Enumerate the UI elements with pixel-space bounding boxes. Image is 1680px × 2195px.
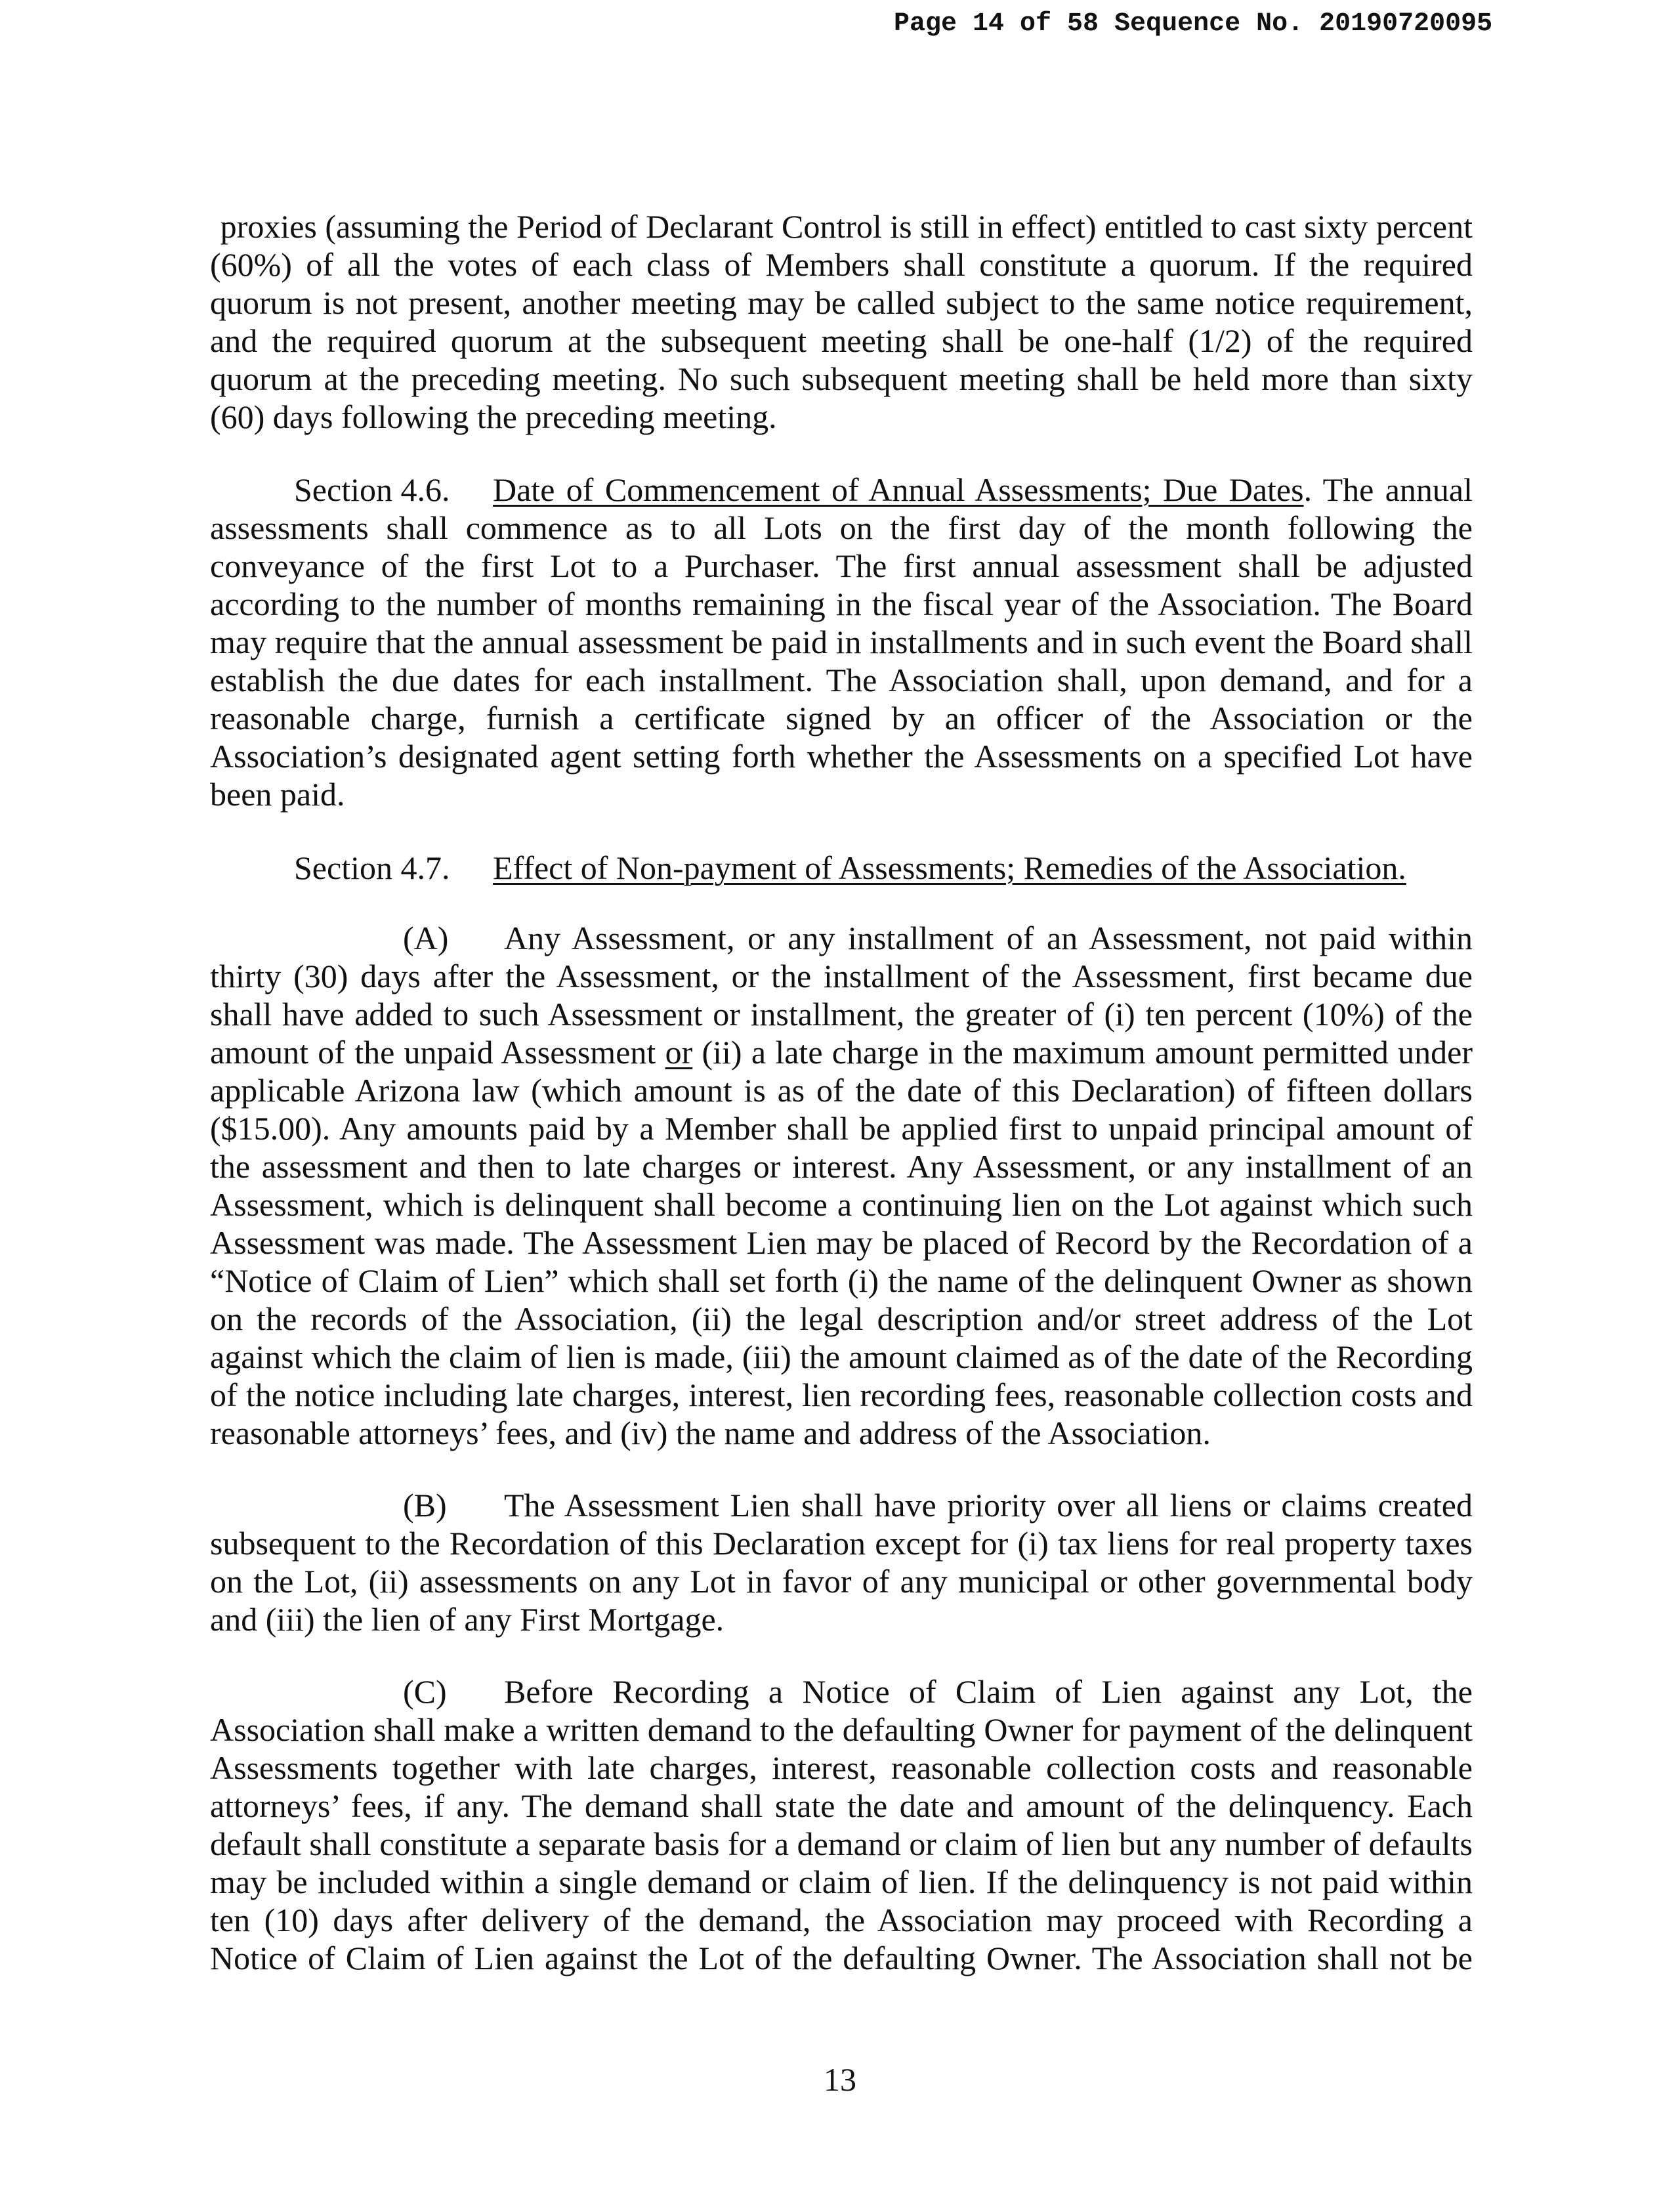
text-line xyxy=(210,1033,1473,1071)
text-line xyxy=(210,284,1473,322)
text-segment: subsequent to the Recordation of this Declaration except for (i) tax liens for real property taxes xyxy=(210,1525,1473,1562)
text-line xyxy=(210,1825,1473,1863)
text-line xyxy=(210,1673,1473,1711)
text-segment: establish the due dates for each installment. The Association shall, upon demand, and for a xyxy=(210,662,1473,698)
text-segment: ten (10) days after delivery of the demand, the Association may proceed with Recording a xyxy=(210,1902,1473,1938)
text-segment: Assessments together with late charges, interest, reasonable collection costs and reasonable xyxy=(210,1749,1473,1786)
text-line xyxy=(210,1562,1473,1600)
text-line xyxy=(210,1262,1473,1300)
text-line xyxy=(210,1338,1473,1376)
text-line xyxy=(210,1939,1473,1977)
text-segment: reasonable charge, furnish a certificate signed by an officer of the Association or the xyxy=(210,700,1473,736)
underlined-heading: or xyxy=(665,1034,693,1071)
text-segment: Association shall make a written demand to the defaulting Owner for payment of the delinquent xyxy=(210,1711,1473,1748)
text-segment: Assessment was made. The Assessment Lien may be placed of Record by the Recordation of a xyxy=(210,1224,1473,1261)
text-segment: . The annual xyxy=(1303,471,1473,508)
text-line xyxy=(210,547,1473,585)
text-segment: ($15.00). Any amounts paid by a Member shall be applied first to unpaid principal amount of xyxy=(210,1110,1473,1147)
text-line xyxy=(210,699,1473,737)
text-segment: applicable Arizona law (which amount is as of the date of this Declaration) of fifteen dollars xyxy=(210,1072,1473,1109)
text-line xyxy=(210,957,1473,995)
text-segment: Association’s designated agent setting forth whether the Assessments on a specified Lot have xyxy=(210,738,1473,775)
text-segment: “Notice of Claim of Lien” which shall set forth (i) the name of the delinquent Owner as shown xyxy=(210,1262,1473,1299)
text-line xyxy=(210,623,1473,661)
text-segment: (60%) of all the votes of each class of Members shall constitute a quorum. If the required xyxy=(210,246,1473,283)
page-number: 13 xyxy=(824,2061,856,2098)
text-line xyxy=(210,398,1473,436)
text-segment: reasonable attorneys’ fees, and (iv) the name and address of the Association. xyxy=(210,1415,1211,1451)
text-line xyxy=(210,585,1473,623)
text-segment: on the Lot, (ii) assessments on any Lot in favor of any municipal or other governmental body xyxy=(210,1563,1473,1600)
text-line xyxy=(210,849,1473,887)
subsection-c xyxy=(210,1673,1473,1977)
text-segment: (ii) a late charge in the maximum amount permitted under xyxy=(692,1034,1473,1071)
text-segment: on the records of the Association, (ii) the legal description and/or street address of the Lot xyxy=(210,1300,1473,1337)
text-line xyxy=(210,661,1473,699)
text-line xyxy=(210,1300,1473,1338)
text-segment: shall have added to such Assessment or installment, the greater of (i) ten percent (10%) of the xyxy=(210,996,1473,1033)
text-line xyxy=(210,471,1473,509)
underlined-heading: Date of Commencement of Annual Assessments; Due Dates xyxy=(493,471,1304,508)
text-line xyxy=(210,1863,1473,1901)
text-line xyxy=(210,1749,1473,1787)
text-segment: and (iii) the lien of any First Mortgage. xyxy=(210,1601,724,1638)
section-label: Section 4.7. xyxy=(294,849,450,886)
text-line xyxy=(210,1185,1473,1224)
text-segment: Notice of Claim of Lien against the Lot of the defaulting Owner. The Association shall not be xyxy=(210,1940,1473,1976)
text-segment: attorneys’ fees, if any. The demand shall state the date and amount of the delinquency. Each xyxy=(210,1787,1473,1824)
text-line xyxy=(210,245,1473,284)
text-line xyxy=(210,1109,1473,1147)
subsection-b xyxy=(210,1486,1473,1638)
text-line xyxy=(210,1486,1473,1524)
text-line xyxy=(210,207,1473,245)
text-line xyxy=(210,1224,1473,1262)
text-line xyxy=(210,1524,1473,1562)
text-segment: assessments shall commence as to all Lots on the first day of the month following the xyxy=(210,509,1473,546)
text-segment: (60) days following the preceding meeting. xyxy=(210,398,777,435)
section-label: (A) xyxy=(403,920,449,956)
text-segment: Assessment, which is delinquent shall become a continuing lien on the Lot against which such xyxy=(210,1186,1473,1223)
text-line xyxy=(210,919,1473,957)
section-4-6 xyxy=(210,471,1473,813)
section-label: (B) xyxy=(403,1487,447,1524)
text-segment: thirty (30) days after the Assessment, or the installment of the Assessment, first became due xyxy=(210,958,1473,994)
page-header-sequence: Page 14 of 58 Sequence No. 20190720095 xyxy=(894,9,1493,39)
text-line xyxy=(210,1600,1473,1638)
text-line xyxy=(210,1414,1473,1452)
text-segment: the assessment and then to late charges or interest. Any Assessment, or any installment of an xyxy=(210,1148,1473,1185)
text-line xyxy=(210,322,1473,360)
section-4-7-heading xyxy=(210,849,1473,887)
text-line xyxy=(210,1147,1473,1185)
text-segment: of the notice including late charges, interest, lien recording fees, reasonable collection costs and xyxy=(210,1376,1473,1413)
text-segment: default shall constitute a separate basis for a demand or claim of lien but any number of defaults xyxy=(210,1825,1473,1862)
text-segment: quorum at the preceding meeting. No such subsequent meeting shall be held more than sixty xyxy=(210,360,1473,397)
text-segment: conveyance of the first Lot to a Purchaser. The first annual assessment shall be adjusted xyxy=(210,547,1473,584)
paragraph-quorum xyxy=(210,207,1473,436)
text-segment: proxies (assuming the Period of Declarant Control is still in effect) entitled to cast sixty percent xyxy=(220,208,1473,245)
text-line xyxy=(210,995,1473,1033)
text-segment: and the required quorum at the subsequent meeting shall be one-half (1/2) of the required xyxy=(210,322,1473,359)
underlined-heading: Effect of Non-payment of Assessments; Remedies of the Association. xyxy=(493,849,1406,886)
text-line xyxy=(210,360,1473,398)
text-segment: may be included within a single demand or claim of lien. If the delinquency is not paid within xyxy=(210,1864,1473,1900)
text-line xyxy=(210,737,1473,775)
text-segment: according to the number of months remaining in the fiscal year of the Association. The Board xyxy=(210,586,1473,622)
text-segment: may require that the annual assessment be paid in installments and in such event the Board shall xyxy=(210,624,1473,660)
text-segment: Any Assessment, or any installment of an Assessment, not paid within xyxy=(504,920,1473,956)
text-line xyxy=(210,1071,1473,1109)
section-label: Section 4.6. xyxy=(294,471,450,508)
text-line xyxy=(210,1901,1473,1939)
text-line xyxy=(210,1376,1473,1414)
text-segment: The Assessment Lien shall have priority over all liens or claims created xyxy=(504,1487,1473,1524)
text-segment: amount of the unpaid Assessment xyxy=(210,1034,665,1071)
text-line xyxy=(210,1787,1473,1825)
subsection-a xyxy=(210,919,1473,1452)
text-segment: quorum is not present, another meeting may be called subject to the same notice requirement, xyxy=(210,284,1473,321)
text-segment: been paid. xyxy=(210,776,345,813)
text-segment: against which the claim of lien is made, (iii) the amount claimed as of the date of the Recording xyxy=(210,1338,1473,1375)
section-label: (C) xyxy=(403,1673,447,1710)
text-line xyxy=(210,509,1473,547)
text-segment: Before Recording a Notice of Claim of Lien against any Lot, the xyxy=(504,1673,1473,1710)
text-line xyxy=(210,1711,1473,1749)
text-line xyxy=(210,775,1473,813)
